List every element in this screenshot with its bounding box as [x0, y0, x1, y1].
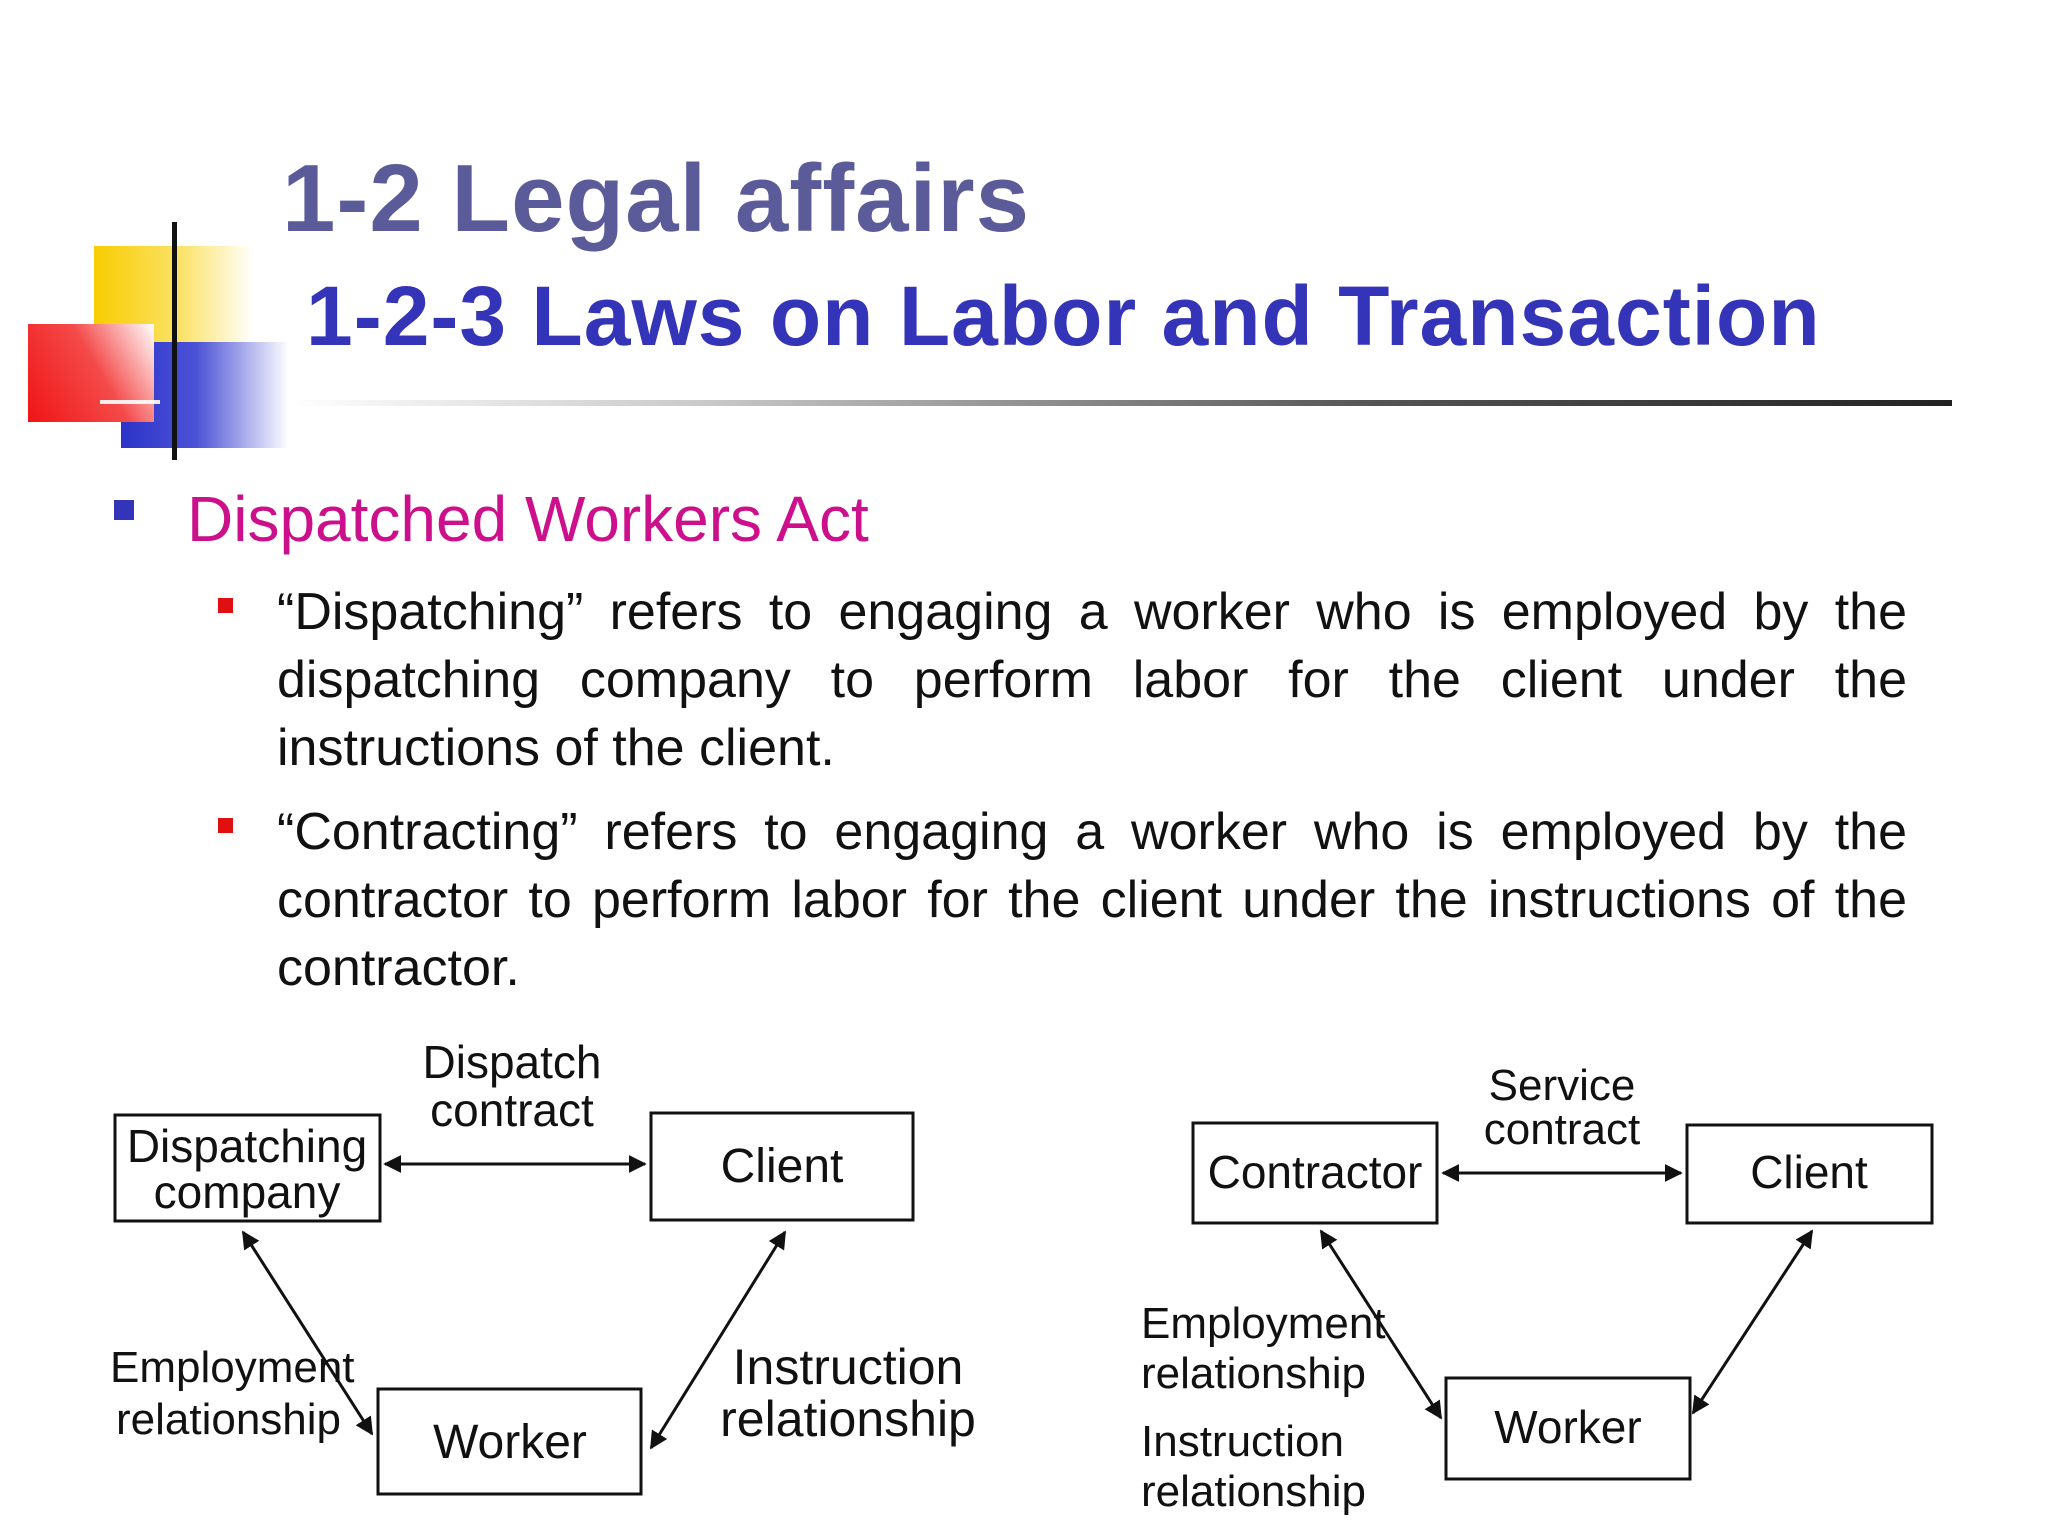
dispatching-diagram — [110, 1036, 976, 1494]
edge-employment-label-line2: relationship — [1141, 1349, 1367, 1398]
node-worker-label: Worker — [433, 1416, 587, 1469]
node-dispatching-company-label-line2: company — [153, 1166, 341, 1218]
edge-employment-label-line2: relationship — [116, 1395, 342, 1444]
bullet-dispatching-definition: “Dispatching” refers to engaging a worker who is employed by the dispatching company to perform labor for the client under the instructions of the client. — [277, 583, 1907, 777]
edge-instruction-label-line1: Instruction — [1141, 1417, 1344, 1466]
contracting-diagram — [1141, 1061, 1932, 1516]
node-worker-label: Worker — [1494, 1401, 1642, 1453]
edge-service-contract-label-line2: contract — [1483, 1105, 1641, 1154]
edge-employment-label-line1: Employment — [1141, 1299, 1386, 1348]
section-heading: Dispatched Workers Act — [187, 483, 869, 555]
edge-instruction-label-line2: relationship — [1141, 1467, 1367, 1516]
edge-employment-label-line1: Employment — [110, 1343, 355, 1392]
edge-instruction-label-line1: Instruction — [732, 1339, 964, 1395]
edge-dispatch-contract-label-line2: contract — [430, 1084, 594, 1136]
node-contractor-label: Contractor — [1207, 1146, 1423, 1198]
edge-dispatch-contract-label-line1: Dispatch — [422, 1036, 602, 1088]
node-dispatching-company-label-line1: Dispatching — [126, 1120, 368, 1172]
edge-worker-client-arrow — [1693, 1231, 1812, 1413]
edge-service-contract-label-line1: Service — [1488, 1061, 1636, 1110]
edge-instruction-label-line2: relationship — [720, 1391, 976, 1447]
node-client-label: Client — [1750, 1146, 1868, 1198]
slide-subtitle: 1-2-3 Laws on Labor and Transaction — [306, 269, 1821, 363]
node-client-label: Client — [720, 1140, 844, 1193]
slide-title: 1-2 Legal affairs — [282, 145, 1030, 252]
bullet-contracting-definition: “Contracting” refers to engaging a worker who is employed by the contractor to perform labor for the client under the instructions of the contractor. — [277, 803, 1907, 997]
